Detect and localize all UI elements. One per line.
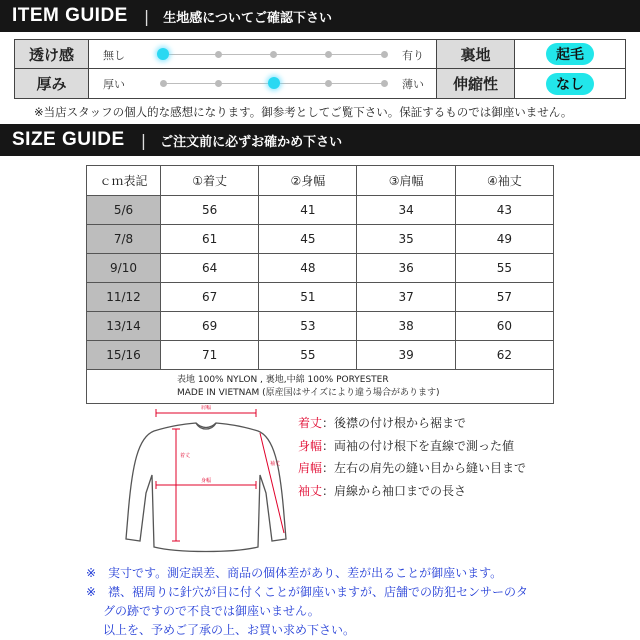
measurement-cell: 41	[259, 196, 357, 225]
column-header: ①着丈	[161, 166, 259, 196]
size-row	[87, 312, 554, 341]
measurement-cell: 35	[357, 225, 455, 254]
scale-dot	[381, 51, 388, 58]
measurement-cell: 45	[259, 225, 357, 254]
measurement-desc: ：両袖の付け根下を直線で測った値	[322, 438, 515, 453]
measurement-cell: 56	[161, 196, 259, 225]
attribute-value-badge: 起毛	[546, 43, 594, 65]
measurement-key: 袖丈	[298, 483, 323, 498]
size-label-cell: 9/10	[87, 254, 161, 283]
size-table	[86, 165, 554, 404]
note-line: ※ 実寸です。測定誤差、商品の個体差があり、差が出ることが御座います。	[86, 566, 503, 580]
scale-dot	[325, 51, 332, 58]
column-header: ②身幅	[259, 166, 357, 196]
size-guide-banner	[0, 124, 640, 156]
disclaimer-notes	[86, 564, 528, 640]
size-label-cell: 15/16	[87, 341, 161, 370]
sleeve-label: 袖丈	[270, 461, 281, 467]
measurement-item	[298, 437, 526, 460]
item-guide-note: ※当店スタッフの個人的な感想になります。御参考としてご覧下さい。保証するものでは御座いません。	[34, 105, 573, 119]
level-scale	[89, 40, 437, 68]
attribute-value-badge: なし	[546, 73, 594, 95]
width-label: 身幅	[200, 478, 212, 484]
size-row	[87, 254, 554, 283]
column-header: ｃｍ表記	[87, 166, 161, 196]
measurement-item	[298, 482, 526, 505]
measurement-cell: 49	[455, 225, 553, 254]
measurement-cell: 36	[357, 254, 455, 283]
size-guide-title: SIZE GUIDE	[12, 129, 125, 150]
measurement-cell: 38	[357, 312, 455, 341]
size-label-cell: 7/8	[87, 225, 161, 254]
scale-dot	[270, 51, 277, 58]
scale-dot	[325, 80, 332, 87]
measurement-cell: 60	[455, 312, 553, 341]
size-row	[87, 341, 554, 370]
item-guide-row-thickness	[15, 69, 625, 98]
measurement-key: 肩幅	[298, 461, 323, 475]
garment-measurement-diagram	[118, 405, 294, 555]
size-table-header	[87, 166, 554, 196]
material-row	[87, 370, 554, 404]
measurement-cell: 55	[455, 254, 553, 283]
scale-dot	[215, 51, 222, 58]
level-scale	[89, 69, 437, 98]
measurement-cell: 61	[161, 225, 259, 254]
length-label: 着丈	[180, 453, 191, 459]
banner-separator: |	[143, 6, 150, 26]
item-guide-row-transparency	[15, 40, 625, 69]
measurement-cell: 37	[357, 283, 455, 312]
size-guide-subtitle: ご注文前に必ずお確かめ下さい	[160, 134, 343, 150]
attribute-value-cell	[515, 69, 625, 98]
note-line: ※ 襟、裾周りに針穴が目に付くことが御座いますが、店舗での防犯センサーのタ	[86, 585, 529, 599]
measurement-cell: 48	[259, 254, 357, 283]
scale-dot	[381, 80, 388, 87]
measurement-cell: 67	[161, 283, 259, 312]
measurement-desc: ：肩線から袖口までの長さ	[322, 483, 467, 498]
measurement-desc: ：左右の肩先の縫い目から縫い目まで	[322, 461, 527, 475]
scale-dot	[215, 80, 222, 87]
measurement-cell: 51	[259, 283, 357, 312]
measurement-key: 着丈	[298, 416, 323, 430]
scale-right-label: 有り	[402, 49, 424, 62]
measurement-cell: 39	[357, 341, 455, 370]
measurement-cell: 57	[455, 283, 553, 312]
row-label: 透け感	[15, 40, 89, 68]
origin-line: MADE IN VIETNAM (原産国はサイズにより違う場合があります)	[177, 387, 440, 398]
size-label-cell: 13/14	[87, 312, 161, 341]
measurement-cell: 34	[357, 196, 455, 225]
size-row	[87, 283, 554, 312]
material-line: 表地 100% NYLON , 裏地,中綿 100% PORYESTER	[177, 374, 389, 385]
measurement-item	[298, 459, 526, 482]
item-guide-banner	[0, 0, 640, 32]
scale-track	[163, 54, 384, 55]
scale-left-label: 無し	[103, 49, 125, 62]
item-guide-subtitle: 生地感についてご確認下さい	[163, 10, 332, 26]
row-label: 厚み	[15, 69, 89, 98]
measurement-key: 身幅	[298, 438, 323, 453]
scale-dot	[160, 80, 167, 87]
attribute-label: 伸縮性	[437, 69, 515, 98]
measurement-desc: ：後襟の付け根から裾まで	[322, 416, 467, 430]
measurement-cell: 53	[259, 312, 357, 341]
material-info	[87, 370, 554, 404]
measurement-cell: 43	[455, 196, 553, 225]
size-label-cell: 11/12	[87, 283, 161, 312]
scale-track	[163, 83, 384, 84]
measurement-item	[298, 414, 526, 437]
measurement-cell: 69	[161, 312, 259, 341]
shoulder-label: 肩幅	[200, 405, 212, 411]
measurement-cell: 62	[455, 341, 553, 370]
item-guide-table	[14, 39, 626, 99]
size-label-cell: 5/6	[87, 196, 161, 225]
scale-dot-selected	[268, 77, 280, 89]
banner-separator: |	[140, 130, 147, 150]
item-guide-title: ITEM GUIDE	[12, 5, 128, 26]
attribute-label: 裏地	[437, 40, 515, 68]
scale-dot-selected	[157, 48, 169, 60]
measurement-cell: 64	[161, 254, 259, 283]
measurement-explanations	[298, 414, 526, 504]
scale-left-label: 厚い	[103, 78, 125, 91]
note-line: グの跡ですので不良では御座いません。	[103, 604, 320, 618]
column-header: ③肩幅	[357, 166, 455, 196]
attribute-value-cell	[515, 40, 625, 68]
column-header: ④袖丈	[455, 166, 553, 196]
measurement-cell: 71	[161, 341, 259, 370]
size-row	[87, 225, 554, 254]
note-line: 以上を、予めご了承の上、お買い求め下さい。	[103, 623, 356, 637]
size-row	[87, 196, 554, 225]
scale-right-label: 薄い	[402, 78, 424, 91]
measurement-cell: 55	[259, 341, 357, 370]
